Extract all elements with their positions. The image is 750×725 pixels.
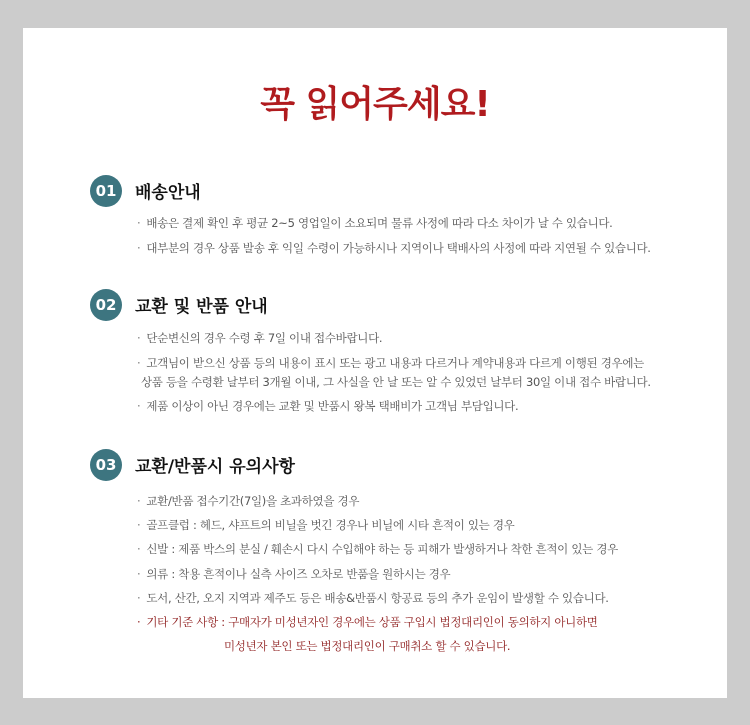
bullet-icon: · <box>137 331 141 345</box>
list-item: · 골프클럽 : 헤드, 샤프트의 비닐을 벗긴 경우나 비닐에 시타 흔적이 있는 경우 <box>137 518 515 532</box>
bullet-icon: · <box>137 567 141 581</box>
list-item: · 제품 이상이 아닌 경우에는 교환 및 반품시 왕복 택배비가 고객님 부담입니다. <box>137 399 519 413</box>
warning-continuation: 미성년자 본인 또는 법정대리인이 구매취소 할 수 있습니다. <box>224 639 511 653</box>
section-title: 교환/반품시 유의사항 <box>135 457 295 477</box>
bullet-icon: · <box>137 615 141 629</box>
section-title: 교환 및 반품 안내 <box>135 297 268 317</box>
bullet-icon: · <box>137 542 141 556</box>
section-number-badge: 02 <box>90 289 122 321</box>
warning-list-item: · 기타 기준 사항 : 구매자가 미성년자인 경우에는 상품 구입시 법정대리인이 동의하지 아니하면 <box>137 615 598 629</box>
bullet-icon: · <box>137 216 141 230</box>
list-item: · 단순변신의 경우 수령 후 7일 이내 접수바랍니다. <box>137 331 383 345</box>
bullet-icon: · <box>137 518 141 532</box>
bullet-icon: · <box>137 241 141 255</box>
list-item: · 의류 : 착용 흔적이나 실측 사이즈 오차로 반품을 원하시는 경우 <box>137 567 451 581</box>
bullet-icon: · <box>137 591 141 605</box>
list-item-continuation: 상품 등을 수령환 날부터 3개월 이내, 그 사실을 안 날 또는 알 수 있었던 날부터 30일 이내 접수 바랍니다. <box>141 375 651 389</box>
section-number-badge: 03 <box>90 449 122 481</box>
section-number-badge: 01 <box>90 175 122 207</box>
list-item: · 배송은 결제 확인 후 평균 2~5 영업일이 소요되며 물류 사정에 따라 다소 차이가 날 수 있습니다. <box>137 216 613 230</box>
list-item: · 대부분의 경우 상품 발송 후 익일 수령이 가능하시나 지역이나 택배사의 사정에 따라 지연될 수 있습니다. <box>137 241 651 255</box>
bullet-icon: · <box>137 494 141 508</box>
list-item: · 교환/반품 접수기간(7일)을 초과하였을 경우 <box>137 494 360 508</box>
list-item: · 신발 : 제품 박스의 분실 / 훼손시 다시 수입해야 하는 등 피해가 발생하거나 착한 흔적이 있는 경우 <box>137 542 618 556</box>
bullet-icon: · <box>137 356 141 370</box>
section-title: 배송안내 <box>135 183 201 203</box>
list-item: · 도서, 산간, 오지 지역과 제주도 등은 배송&반품시 항공료 등의 추가 운임이 발생할 수 있습니다. <box>137 591 609 605</box>
page-title: 꼭 읽어주세요! <box>260 84 490 125</box>
bullet-icon: · <box>137 399 141 413</box>
list-item: · 고객님이 받으신 상품 등의 내용이 표시 또는 광고 내용과 다르거나 계약내용과 다르게 이행된 경우에는 <box>137 356 644 370</box>
